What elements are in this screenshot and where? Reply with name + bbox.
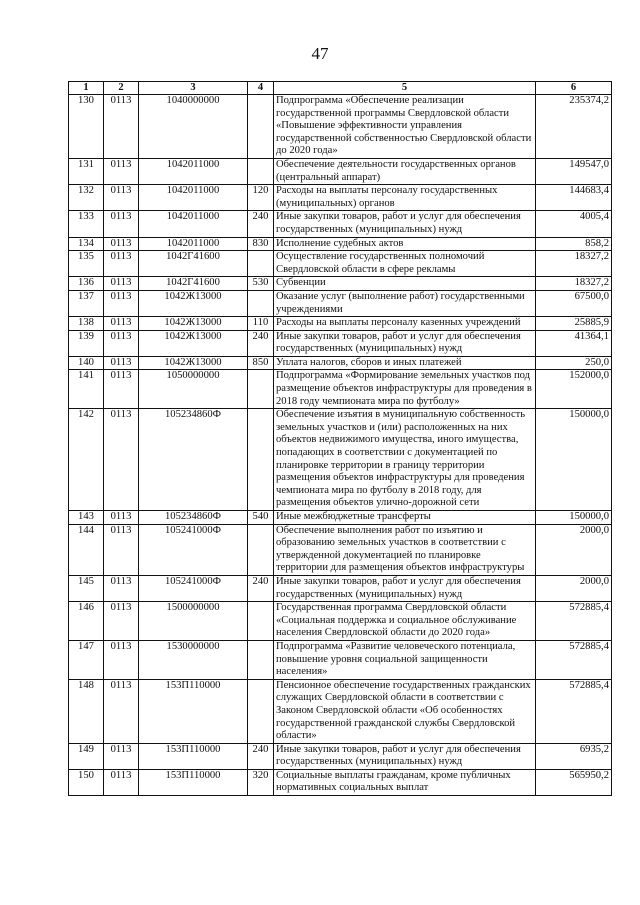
table-row — [69, 317, 612, 331]
expense-name: Социальные выплаты гражданам, кроме публичных нормативных социальных выплат — [274, 769, 536, 795]
table-row — [69, 409, 612, 511]
section-code: 0113 — [104, 95, 139, 159]
expense-name: Подпрограмма «Формирование земельных участков под размещение объектов инфраструктуры для проведения в 2018 году чемпионата мира по футболу» — [274, 370, 536, 409]
amount: 67500,0 — [536, 290, 612, 316]
table-row — [69, 251, 612, 277]
expense-name: Уплата налогов, сборов и иных платежей — [274, 356, 536, 370]
section-code: 0113 — [104, 511, 139, 525]
target-article-code: 1042Ж13000 — [139, 330, 248, 356]
section-code: 0113 — [104, 679, 139, 743]
expense-name: Государственная программа Свердловской области «Социальная поддержка и социальное обслуживание населения Свердловской области до 2020 года» — [274, 602, 536, 641]
expense-type-code: 240 — [248, 211, 274, 237]
row-number: 134 — [69, 237, 104, 251]
section-code: 0113 — [104, 769, 139, 795]
table-row — [69, 237, 612, 251]
row-number: 145 — [69, 575, 104, 601]
table-row — [69, 640, 612, 679]
section-code: 0113 — [104, 290, 139, 316]
expense-type-code — [248, 370, 274, 409]
expense-name: Оказание услуг (выполнение работ) государственными учреждениями — [274, 290, 536, 316]
expense-name: Осуществление государственных полномочий Свердловской области в сфере рекламы — [274, 251, 536, 277]
section-code: 0113 — [104, 370, 139, 409]
expense-type-code: 110 — [248, 317, 274, 331]
amount: 235374,2 — [536, 95, 612, 159]
row-number: 146 — [69, 602, 104, 641]
expense-type-code: 240 — [248, 743, 274, 769]
table-row — [69, 290, 612, 316]
row-number: 140 — [69, 356, 104, 370]
expense-name: Обеспечение изъятия в муниципальную собственность земельных участков и (или) расположенных на них объектов недвижимого имущества, иного имущества, попадающих в соответствии с документацией по планировке территории в границу территории размещения объектов инфраструктуры для проведения чемпионата мира по футболу в 2018 году, для размещения объектов улично-дорожной сети — [274, 409, 536, 511]
amount: 144683,4 — [536, 185, 612, 211]
header-cell: 2 — [104, 82, 139, 95]
row-number: 141 — [69, 370, 104, 409]
expense-type-code — [248, 640, 274, 679]
section-code: 0113 — [104, 185, 139, 211]
target-article-code: 105234860Ф — [139, 409, 248, 511]
section-code: 0113 — [104, 743, 139, 769]
amount: 2000,0 — [536, 575, 612, 601]
target-article-code: 153П110000 — [139, 769, 248, 795]
section-code: 0113 — [104, 277, 139, 291]
expense-name: Обеспечение деятельности государственных органов (центральный аппарат) — [274, 158, 536, 184]
row-number: 130 — [69, 95, 104, 159]
section-code: 0113 — [104, 237, 139, 251]
table-row — [69, 330, 612, 356]
table-row — [69, 602, 612, 641]
expense-name: Расходы на выплаты персоналу казенных учреждений — [274, 317, 536, 331]
row-number: 132 — [69, 185, 104, 211]
expense-type-code — [248, 290, 274, 316]
expense-name: Подпрограмма «Развитие человеческого потенциала, повышение уровня социальной защищенности населения» — [274, 640, 536, 679]
expense-type-code: 830 — [248, 237, 274, 251]
expense-type-code: 240 — [248, 575, 274, 601]
header-cell: 4 — [248, 82, 274, 95]
header-cell: 3 — [139, 82, 248, 95]
expense-type-code: 120 — [248, 185, 274, 211]
expense-name: Иные закупки товаров, работ и услуг для обеспечения государственных (муниципальных) нужд — [274, 743, 536, 769]
row-number: 136 — [69, 277, 104, 291]
table-row — [69, 575, 612, 601]
target-article-code: 1042Ж13000 — [139, 317, 248, 331]
row-number: 131 — [69, 158, 104, 184]
expense-name: Иные межбюджетные трансферты — [274, 511, 536, 525]
expense-type-code — [248, 158, 274, 184]
section-code: 0113 — [104, 640, 139, 679]
table-row — [69, 679, 612, 743]
expense-name: Иные закупки товаров, работ и услуг для обеспечения государственных (муниципальных) нужд — [274, 575, 536, 601]
amount: 149547,0 — [536, 158, 612, 184]
row-number: 148 — [69, 679, 104, 743]
amount: 572885,4 — [536, 640, 612, 679]
expense-name: Подпрограмма «Обеспечение реализации государственной программы Свердловской области «Повышение эффективности управления государственной собственностью Свердловской области до 2020 года» — [274, 95, 536, 159]
expense-type-code — [248, 409, 274, 511]
budget-table — [68, 81, 612, 796]
header-cell: 6 — [536, 82, 612, 95]
table-row — [69, 158, 612, 184]
row-number: 144 — [69, 524, 104, 575]
expense-type-code — [248, 251, 274, 277]
table-row — [69, 277, 612, 291]
amount: 858,2 — [536, 237, 612, 251]
table-row — [69, 95, 612, 159]
target-article-code: 1050000000 — [139, 370, 248, 409]
amount: 572885,4 — [536, 602, 612, 641]
row-number: 138 — [69, 317, 104, 331]
row-number: 143 — [69, 511, 104, 525]
section-code: 0113 — [104, 251, 139, 277]
section-code: 0113 — [104, 158, 139, 184]
row-number: 139 — [69, 330, 104, 356]
expense-type-code: 850 — [248, 356, 274, 370]
expense-type-code: 530 — [248, 277, 274, 291]
target-article-code: 1042Ж13000 — [139, 356, 248, 370]
amount: 572885,4 — [536, 679, 612, 743]
expense-type-code: 320 — [248, 769, 274, 795]
amount: 2000,0 — [536, 524, 612, 575]
target-article-code: 153П110000 — [139, 679, 248, 743]
expense-name: Субвенции — [274, 277, 536, 291]
expense-name: Иные закупки товаров, работ и услуг для обеспечения государственных (муниципальных) нужд — [274, 211, 536, 237]
target-article-code: 1040000000 — [139, 95, 248, 159]
table-row — [69, 211, 612, 237]
page-number: 47 — [311, 44, 329, 63]
amount: 565950,2 — [536, 769, 612, 795]
amount: 25885,9 — [536, 317, 612, 331]
amount: 6935,2 — [536, 743, 612, 769]
section-code: 0113 — [104, 211, 139, 237]
header-cell: 5 — [274, 82, 536, 95]
table-row — [69, 356, 612, 370]
amount: 150000,0 — [536, 409, 612, 511]
target-article-code: 1500000000 — [139, 602, 248, 641]
target-article-code: 1042Ж13000 — [139, 290, 248, 316]
target-article-code: 1042Г41600 — [139, 277, 248, 291]
section-code: 0113 — [104, 409, 139, 511]
table-row — [69, 743, 612, 769]
table-row — [69, 511, 612, 525]
target-article-code: 1042011000 — [139, 185, 248, 211]
amount: 41364,1 — [536, 330, 612, 356]
target-article-code: 1042011000 — [139, 211, 248, 237]
expense-name: Расходы на выплаты персоналу государственных (муниципальных) органов — [274, 185, 536, 211]
amount: 150000,0 — [536, 511, 612, 525]
table-row — [69, 185, 612, 211]
expense-type-code — [248, 95, 274, 159]
section-code: 0113 — [104, 317, 139, 331]
table-row — [69, 769, 612, 795]
expense-type-code — [248, 602, 274, 641]
amount: 250,0 — [536, 356, 612, 370]
target-article-code: 153П110000 — [139, 743, 248, 769]
section-code: 0113 — [104, 602, 139, 641]
expense-name: Иные закупки товаров, работ и услуг для обеспечения государственных (муниципальных) нужд — [274, 330, 536, 356]
header-cell: 1 — [69, 82, 104, 95]
section-code: 0113 — [104, 330, 139, 356]
target-article-code: 105241000Ф — [139, 575, 248, 601]
expense-type-code: 240 — [248, 330, 274, 356]
expense-name: Пенсионное обеспечение государственных гражданских служащих Свердловской области в соответствии с Законом Свердловской области «Об особенностях государственной гражданской службы Свердловской области» — [274, 679, 536, 743]
section-code: 0113 — [104, 575, 139, 601]
row-number: 135 — [69, 251, 104, 277]
amount: 18327,2 — [536, 277, 612, 291]
expense-type-code — [248, 679, 274, 743]
row-number: 147 — [69, 640, 104, 679]
expense-name: Исполнение судебных актов — [274, 237, 536, 251]
expense-name: Обеспечение выполнения работ по изъятию и образованию земельных участков в соответствии с утвержденной документацией по планировке территории для размещения объектов инфраструктуры — [274, 524, 536, 575]
expense-type-code: 540 — [248, 511, 274, 525]
row-number: 133 — [69, 211, 104, 237]
amount: 4005,4 — [536, 211, 612, 237]
target-article-code: 105241000Ф — [139, 524, 248, 575]
row-number: 150 — [69, 769, 104, 795]
table-row — [69, 524, 612, 575]
target-article-code: 1042011000 — [139, 237, 248, 251]
header-row — [69, 82, 612, 95]
section-code: 0113 — [104, 524, 139, 575]
row-number: 142 — [69, 409, 104, 511]
amount: 18327,2 — [536, 251, 612, 277]
expense-type-code — [248, 524, 274, 575]
row-number: 149 — [69, 743, 104, 769]
target-article-code: 105234860Ф — [139, 511, 248, 525]
section-code: 0113 — [104, 356, 139, 370]
amount: 152000,0 — [536, 370, 612, 409]
table-row — [69, 370, 612, 409]
target-article-code: 1042011000 — [139, 158, 248, 184]
target-article-code: 1042Г41600 — [139, 251, 248, 277]
target-article-code: 1530000000 — [139, 640, 248, 679]
row-number: 137 — [69, 290, 104, 316]
